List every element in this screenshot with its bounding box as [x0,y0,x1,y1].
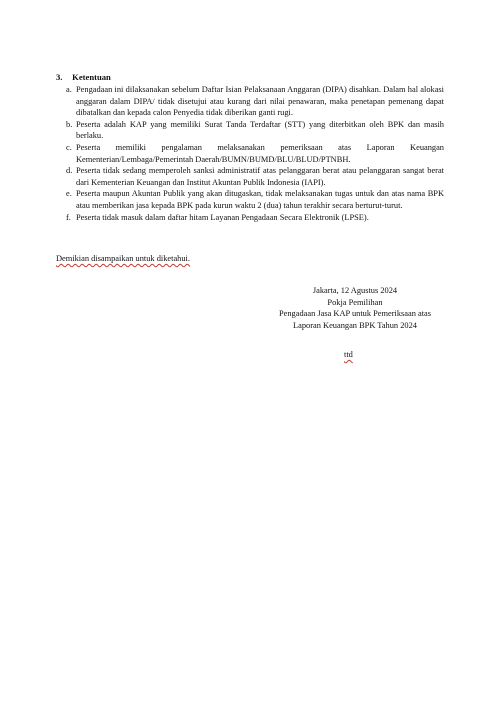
section-heading [56,72,111,82]
list-item-text: Peserta memiliki pengalaman melaksanakan pemeriksaan atas Laporan Keuangan Kementerian/Lembaga/Pemerintah Daerah/BUMN/BUMD/BLU/BLUD/PTNBH. [76,142,444,164]
section-title: Ketentuan [72,72,111,82]
list-item-letter: b. [66,119,73,129]
list-item-letter: e. [66,189,72,199]
signature-scope: Laporan Keuangan BPK Tahun 2024 [293,320,417,330]
closing-sentence: Demikian disampaikan untuk diketahui. [56,254,190,263]
list-item-text: Peserta maupun Akuntan Publik yang akan ditugaskan, tidak melaksanakan tugas untuk dan atas nama BPK atau memberikan jasa kepada BPK pada kurun waktu 2 (dua) tahun terakhir secara berturut-turut. [76,189,444,210]
signature-ttd: ttd [344,350,353,359]
list-item-letter: c. [66,142,72,152]
list-item-text: Peserta tidak masuk dalam daftar hitam Layanan Pengadaan Secara Elektronik (LPSE). [76,212,369,222]
list-item-letter: a. [66,85,72,94]
list-item [66,188,444,211]
list-item [66,142,444,165]
list-item-text: Pengadaan ini dilaksanakan sebelum Daftar Isian Pelaksanaan Anggaran (DIPA) disahkan. Dalam hal alokasi anggaran dalam DIPA/ tidak disetujui atau kurang dari nilai penawaran, maka penetapan pemenang dapat dibatalkan dan kepada calon Penyedia tidak diberikan ganti rugi. [76,85,444,118]
requirements-list [66,84,444,223]
list-item [66,212,444,224]
list-item-letter: d. [66,166,73,176]
list-item [66,165,444,188]
list-item-letter: f. [66,212,71,222]
signature-procurement: Pengadaan Jasa KAP untuk Pemeriksaan atas [278,309,432,319]
list-item [66,119,444,142]
section-number: 3. [56,72,63,82]
signature-committee: Pokja Pemilihan [327,297,383,307]
list-item [66,84,444,119]
list-item-text: Peserta adalah KAP yang memiliki Surat Tanda Terdaftar (STT) yang diterbitkan oleh BPK dan masih berlaku. [76,119,444,141]
signature-block [250,285,460,331]
signature-place-date: Jakarta, 12 Agustus 2024 [312,286,398,295]
list-item-text: Peserta tidak sedang memperoleh sanksi administratif atas pelanggaran berat atau pelanggaran sangat berat dari Kementerian Keuangan dan Institut Akuntan Publik Indonesia (IAPI). [76,166,444,187]
